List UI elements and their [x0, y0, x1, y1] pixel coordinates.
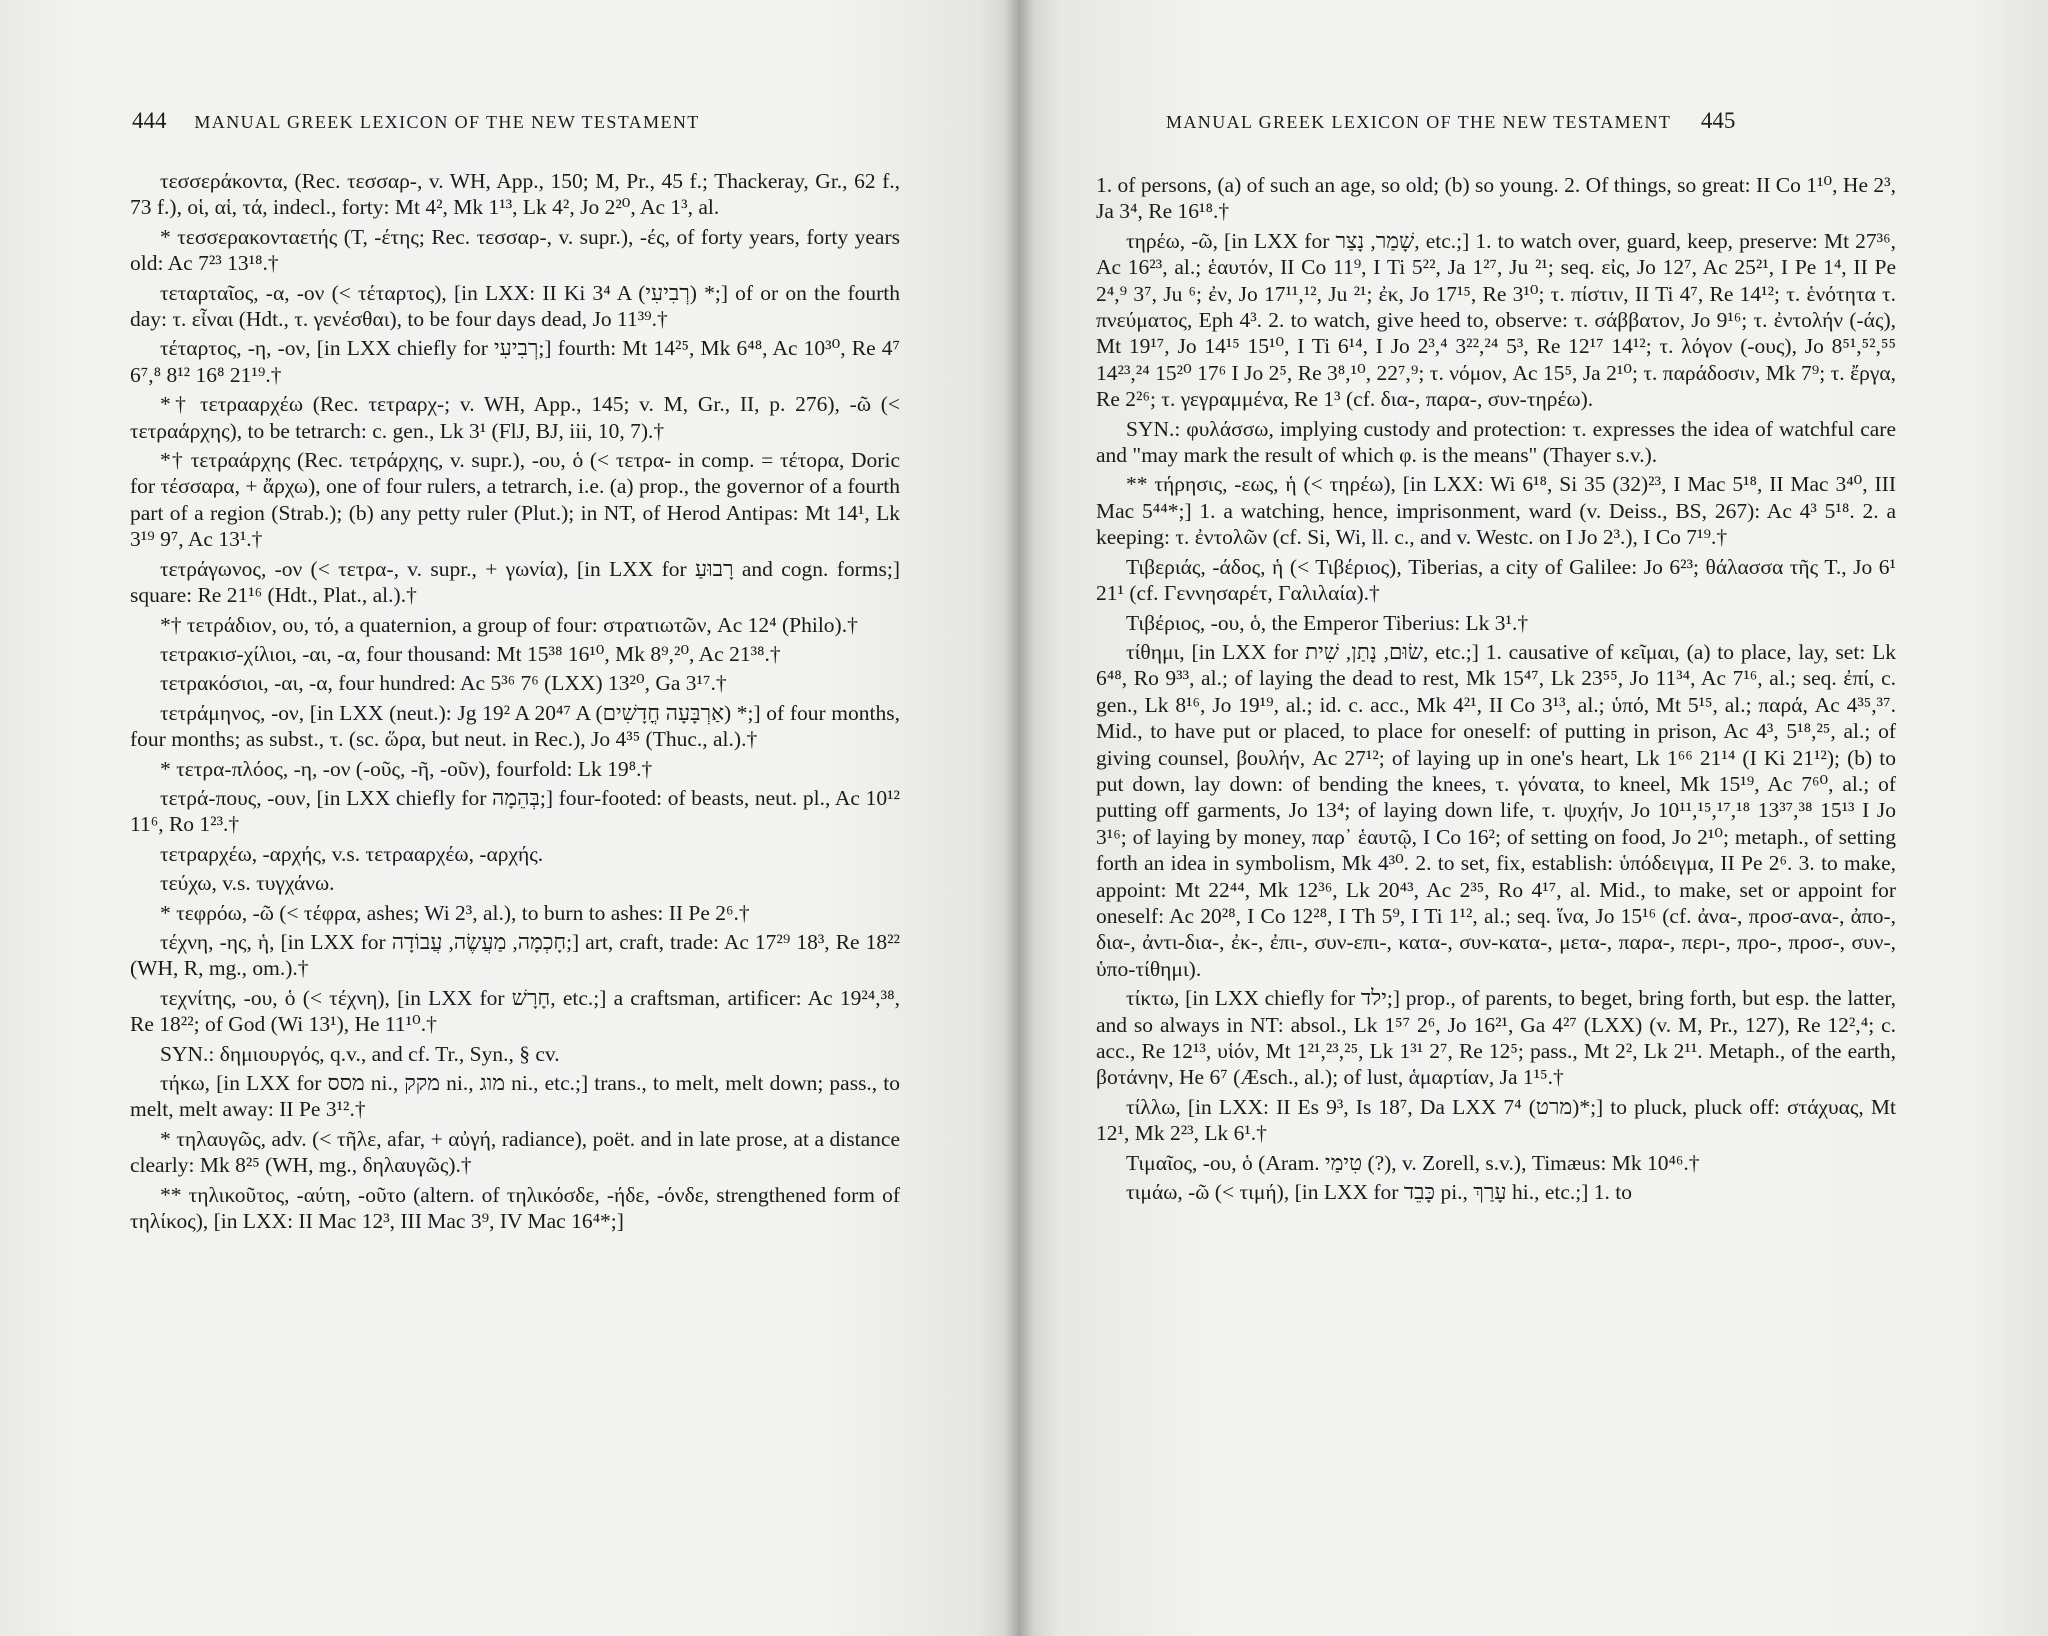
entry-syn-demiourgos: SYN.: δημιουργός, q.v., and cf. Tr., Syn., § cv.: [160, 1041, 560, 1066]
right-page-number: 445: [1700, 108, 1736, 133]
entry-tetrakischilioi: τετρακισ-χίλιοι, -αι, -α, four thousand: Mt 15³⁸ 16¹⁰, Mk 8⁹,²⁰, Ac 21³⁸.†: [160, 641, 781, 666]
right-running-head: [1166, 108, 1735, 134]
entry-tessarakonta: τεσσεράκοντα, (Rec. τεσσαρ-, v. WH, App., 150; M, Pr., 45 f.; Thackeray, Gr., 62 f., 73 f.), οἱ, αἱ, τά, indecl., forty: Mt 4², Mk 1¹³, Lk 4², Jo 2²⁰, Ac 1³, al.: [130, 169, 900, 220]
entry-tephroo: * τεφρόω, -ῶ (< τέφρα, ashes; Wi 2³, al.), to burn to ashes: II Pe 2⁶.†: [160, 900, 750, 925]
left-header-title: MANUAL GREEK LEXICON OF THE NEW TESTAMENT: [194, 112, 700, 132]
entry-tetraarcheo: *† τετρααρχέω (Rec. τετραρχ-; v. WH, App., 145; v. M, Gr., II, p. 276), -ῶ (< τετραάρχης), to be tetrarch: c. gen., Lk 3¹ (FlJ, BJ, iii, 10, 7).†: [130, 392, 900, 443]
entry-tetramenos: τετράμηνος, -ον, [in LXX (neut.): Jg 19² A 20⁴⁷ A (אַרְבָּעָה חֳדָשִׁים) *;] of four months, four months; as subst., τ. (sc. ὥρα, but neut. in Rec.), Jo 4³⁵ (Thuc., al.).†: [130, 700, 900, 752]
left-running-head: [132, 108, 700, 134]
left-page: [0, 0, 1018, 1636]
entry-timaios: Τιμαῖος, -ου, ὁ (Aram. טִימַי (?), v. Zorell, s.v.), Timæus: Mk 10⁴⁶.†: [1126, 1150, 1700, 1175]
left-text-column: [130, 168, 900, 1237]
entry-tereo: τηρέω, -ῶ, [in LXX for שָׁמַר, נָצַר, etc.;] 1. to watch over, guard, keep, preserve: Mt 27³⁶, Ac 16²³, al.; ἑαυτόν, II Co 11⁹, I Ti 5²², Ja 1²⁷, Ju ²¹; seq. εἰς, Jo 12⁷, Ac 25²¹, I Pe 1⁴, II Pe 2⁴,⁹ 3⁷, Ju ⁶; ἐν, Jo 17¹¹,¹², Ju ²¹; ἐκ, Jo 17¹⁵, Re 3¹⁰; τ. πίστιν, II Ti 4⁷, Re 14¹²; τ. ἑνότητα τ. πνεύματος, Eph 4³. 2. to watch, give heed to, observe: τ. σάββατον, Jo 9¹⁶; τ. ἐντολήν (-άς), Mt 19¹⁷, Jo 14¹⁵ 15¹⁰, I Ti 6¹⁴, I Jo 2³,⁴ 3²²,²⁴ 5³, Re 12¹⁷ 14¹²; τ. λόγον (-ους), Jo 8⁵¹,⁵²,⁵⁵ 14²³,²⁴ 15²⁰ 17⁶ I Jo 2⁵, Re 3⁸,¹⁰, 22⁷,⁹; τ. νόμον, Ac 15⁵, Ja 2¹⁰; τ. παράδοσιν, Mk 7⁹; τ. ἔργα, Re 2²⁶; τ. γεγραμμένα, Re 1³ (cf. δια-, παρα-, συν-τηρέω).: [1096, 228, 1896, 412]
entry-technites: τεχνίτης, -ου, ὁ (< τέχνη), [in LXX for חָרָשׁ, etc.;] a craftsman, artificer: Ac 19²⁴,³⁸, Re 18²²; of God (Wi 13¹), He 11¹⁰.†: [130, 985, 900, 1037]
entry-teucho: τεύχω, v.s. τυγχάνω.: [160, 871, 335, 896]
entry-tesserakontaetes: * τεσσερακονταετής (T, -έτης; Rec. τεσσαρ-, v. supr.), -ές, of forty years, forty years old: Ac 7²³ 13¹⁸.†: [130, 224, 900, 276]
entry-timao: τιμάω, -ῶ (< τιμή), [in LXX for כָּבֵד pi., עָרַךְ hi., etc.;] 1. to: [1126, 1180, 1632, 1205]
right-text-column: [1096, 172, 1896, 1208]
entry-teresis: ** τήρησις, -εως, ἡ (< τηρέω), [in LXX: Wi 6¹⁸, Si 35 (32)²³, I Mac 5¹⁸, II Mac 3⁴⁰, III Mac 5⁴⁴*;] 1. a watching, hence, imprisonment, ward (v. Deiss., BS, 267): Ac 4³ 5¹⁸. 2. a keeping: τ. ἐντολῶν (cf. Si, Wi, ll. c., and v. Westc. on I Jo 2³.), I Co 7¹⁹.†: [1096, 472, 1896, 550]
entry-tetrapous: τετρά-πους, -ουν, [in LXX chiefly for בְּהֵמָה;] four-footed: of beasts, neut. pl., Ac 10¹² 11⁶, Ro 1²³.†: [130, 785, 900, 837]
entry-syn-phylasso: SYN.: φυλάσσω, implying custody and protection: τ. expresses the idea of watchful care and "may mark the result of which φ. is the means" (Thayer s.v.).: [1096, 416, 1896, 468]
entry-telaugos: * τηλαυγῶς, adv. (< τῆλε, afar, + αὐγή, radiance), poët. and in late prose, at a distance clearly: Mk 8²⁵ (WH, mg., δηλαυγῶς).†: [130, 1126, 900, 1178]
left-page-number: 444: [132, 108, 167, 133]
entry-tikto: τίκτω, [in LXX chiefly for ילד;] prop., of parents, to beget, bring forth, but esp. the latter, and so always in NT: absol., Lk 1⁵⁷ 2⁶, Jo 16²¹, Ga 4²⁷ (LXX) (v. M, Pr., 127), Re 12²,⁴; c. acc., Re 12¹³, υἱόν, Mt 1²¹,²³,²⁵, Lk 1³¹ 2⁷, Re 12⁵; pass., Mt 2², Lk 2¹¹. Metaph., of the earth, βοτάνην, He 6⁷ (Æsch., al.); of lust, ἁμαρτίαν, Ja 1¹⁵.†: [1096, 986, 1896, 1090]
entry-tiberios: Τιβέριος, -ου, ὁ, the Emperor Tiberius: Lk 3¹.†: [1126, 610, 1529, 635]
book-gutter-shadow: [1004, 0, 1034, 1636]
entry-tetrarcheo: τετραρχέω, -αρχής, v.s. τετρααρχέω, -αρχής.: [160, 841, 544, 866]
entry-tetrakosioi: τετρακόσιοι, -αι, -α, four hundred: Ac 5³⁶ 7⁶ (LXX) 13²⁰, Ga 3¹⁷.†: [160, 671, 727, 696]
entry-techne: τέχνη, -ης, ἡ, [in LXX for חָכְמָה, מַעֲשֶׂה, עֲבוֹדָה;] art, craft, trade: Ac 17²⁹ 18³, Re 18²² (WH, R, mg., om.).†: [130, 929, 900, 981]
entry-telikoutos-continued: 1. of persons, (a) of such an age, so old; (b) so young. 2. Of things, so great: II Co 1¹⁰, He 2³, Ja 3⁴, Re 16¹⁸.†: [1096, 173, 1896, 224]
entry-tillo: τίλλω, [in LXX: II Es 9³, Is 18⁷, Da LXX 7⁴ (מרט)*;] to pluck, pluck off: στάχυας, Mt 12¹, Mk 2²³, Lk 6¹.†: [1096, 1094, 1896, 1146]
entry-tetraploos: * τετρα-πλόος, -η, -ον (-οῦς, -ῆ, -οῦν), fourfold: Lk 19⁸.†: [160, 756, 653, 781]
right-header-title: MANUAL GREEK LEXICON OF THE NEW TESTAMENT: [1166, 112, 1671, 132]
entry-tiberias: Τιβεριάς, -άδος, ἡ (< Τιβέριος), Tiberias, a city of Galilee: Jo 6²³; θάλασσα τῆς Τ., Jo 6¹ 21¹ (cf. Γεννησαρέτ, Γαλιλαία).†: [1096, 554, 1896, 606]
entry-tetradion: *† τετράδιον, ου, τό, a quaternion, a group of four: στρατιωτῶν, Ac 12⁴ (Philo).†: [160, 612, 858, 637]
entry-telikoutos: ** τηλικοῦτος, -αύτη, -οῦτο (altern. of τηλικόσδε, -ήδε, -όνδε, strengthened form of τηλίκος), [in LXX: II Mac 12³, III Mac 3⁹, IV Mac 16⁴*;]: [130, 1182, 900, 1234]
entry-tetragonos: τετράγωνος, -ον (< τετρα-, v. supr., + γωνία), [in LXX for רָבוּעַ and cogn. forms;] square: Re 21¹⁶ (Hdt., Plat., al.).†: [130, 556, 900, 608]
entry-tetartos: τέταρτος, -η, -ον, [in LXX chiefly for רְבִיעִי;] fourth: Mt 14²⁵, Mk 6⁴⁸, Ac 10³⁰, Re 4⁷ 6⁷,⁸ 8¹² 16⁸ 21¹⁹.†: [130, 336, 900, 387]
right-page: [1018, 0, 2048, 1636]
entry-tetraarches: *† τετραάρχης (Rec. τετράρχης, v. supr.), -ου, ὁ (< τετρα- in comp. = τέτορα, Doric for τέσσαρα, + ἄρχω), one of four rulers, a tetrarch, i.e. (a) prop., the governor of a fourth part of a region (Strab.); (b) any petty ruler (Plut.); in NT, of Herod Antipas: Mt 14¹, Lk 3¹⁹ 9⁷, Ac 13¹.†: [130, 448, 900, 552]
entry-tithemi: τίθημι, [in LXX for שׂוּם, נָתַן, שִׁית, etc.;] 1. causative of κεῖμαι, (a) to place, lay, set: Lk 6⁴⁸, Ro 9³³, al.; of laying the dead to rest, Mk 15⁴⁷, Lk 23⁵⁵, Jo 11³⁴, Ac 7¹⁶, al.; seq. ἐπί, c. gen., Lk 8¹⁶, Jo 19¹⁹, al.; id. c. acc., Mk 4²¹, II Co 3¹³, al.; ὑπό, Mt 5¹⁵, al.; παρά, Ac 4³⁵,³⁷. Mid., to have put or placed, to place for oneself: of putting in prison, Ac 4³, 5¹⁸,²⁵, al.; of giving counsel, βουλήν, Ac 27¹²; of laying up in one's heart, Lk 1⁶⁶ 21¹⁴ (I Ki 21¹²); (b) to put down, lay down: of bending the knees, τ. γόνατα, to kneel, Mk 15¹⁹, Ac 7⁶⁰, al.; of putting off garments, Jo 13⁴; of laying down life, τ. ψυχήν, Jo 10¹¹,¹⁵,¹⁷,¹⁸ 13³⁷,³⁸ 15¹³ I Jo 3¹⁶; of laying by money, παρ᾽ ἑαυτῷ, I Co 16²; of setting on food, Jo 2¹⁰; metaph., of setting forth an idea in symbolism, Mk 4³⁰. 2. to set, fix, establish: ὑπόδειγμα, II Pe 2⁶. 3. to make, appoint: Mt 22⁴⁴, Mk 12³⁶, Lk 20⁴³, Ac 2³⁵, Ro 4¹⁷, al. Mid., to make, set or appoint for oneself: Ac 20²⁸, I Co 12²⁸, I Th 5⁹, I Ti 1¹², al.; seq. ἵνα, Jo 15¹⁶ (cf. ἀνα-, προσ-ανα-, ἀπο-, δια-, ἀντι-δια-, ἐκ-, ἐπι-, συν-επι-, κατα-, συν-κατα-, μετα-, παρα-, περι-, προ-, προσ-, συν-, ὑπο-τίθημι).: [1096, 639, 1896, 981]
entry-tetartaios: τεταρταῖος, -α, -ον (< τέταρτος), [in LXX: II Ki 3⁴ A (רְבִיעִי) *;] of or on the fourth day: τ. εἶναι (Hdt., τ. γενέσθαι), to be four days dead, Jo 11³⁹.†: [130, 280, 900, 332]
entry-teko: τήκω, [in LXX for מסס ni., מקק ni., מוג ni., etc.;] trans., to melt, melt down; pass., to melt, melt away: II Pe 3¹².†: [130, 1071, 900, 1122]
